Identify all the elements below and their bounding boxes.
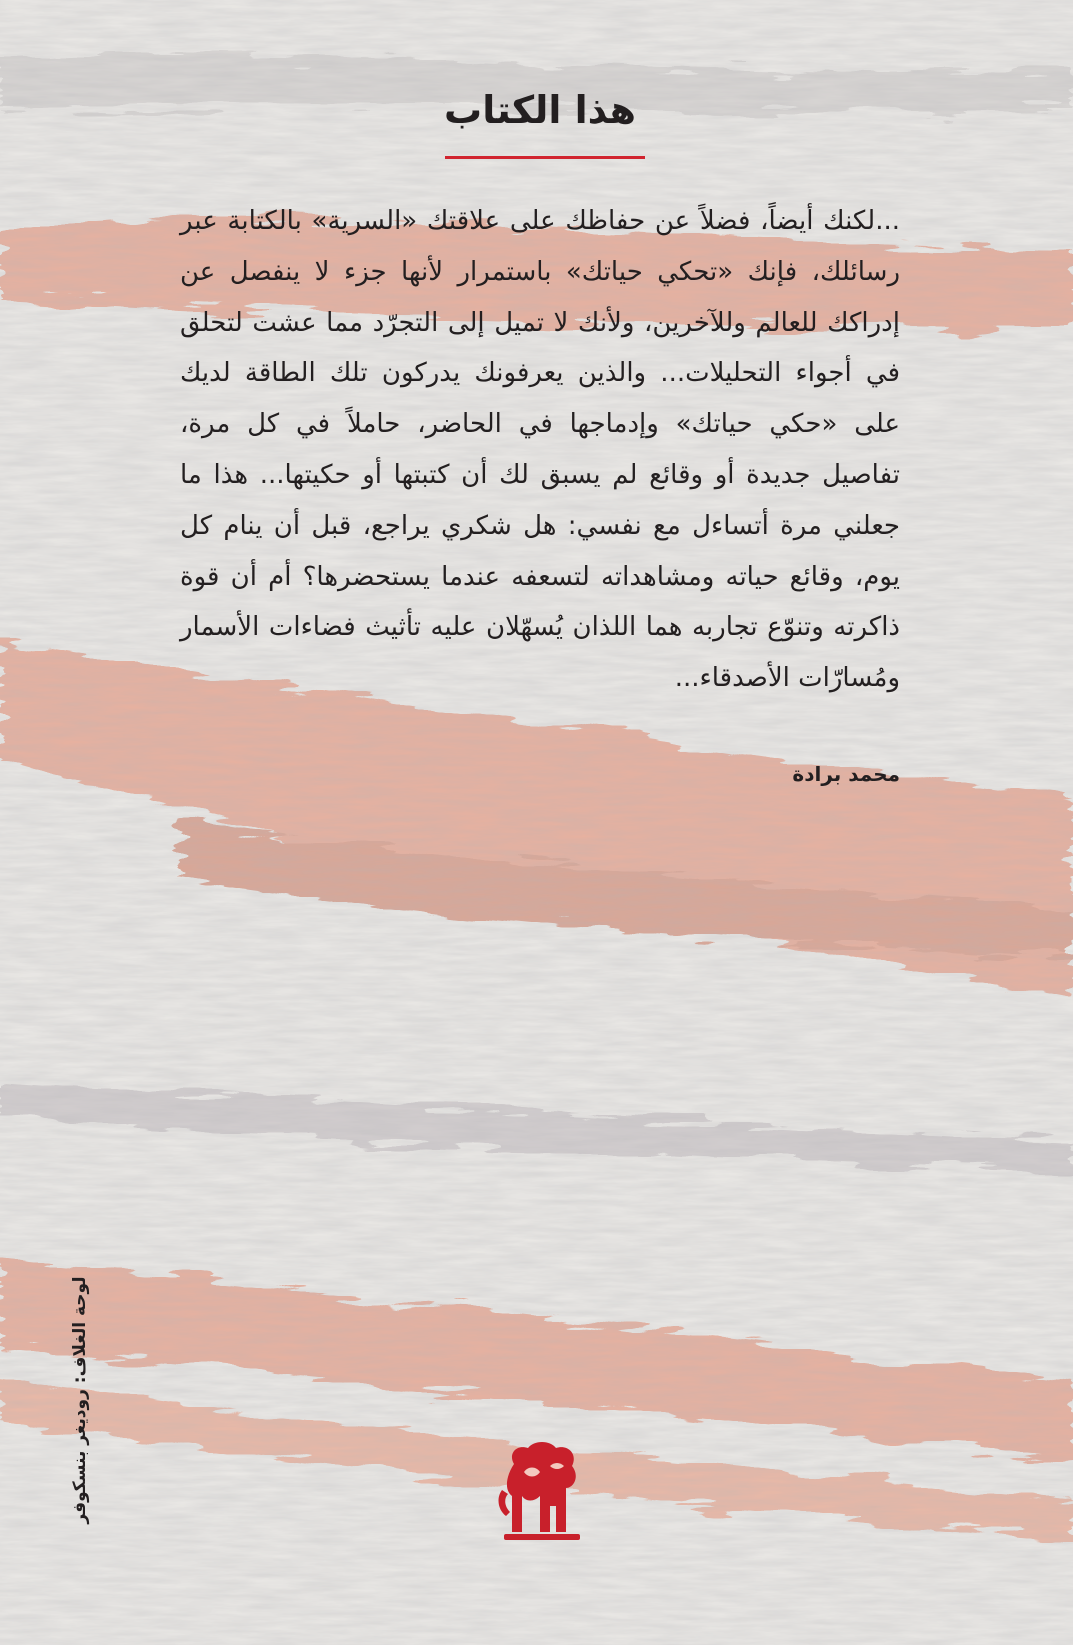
- blurb-author: محمد برادة: [792, 762, 900, 786]
- cover-credit: لوحة الغلاف: روديغر بنسكوفر: [70, 1276, 90, 1524]
- publisher-logo-icon: [494, 1436, 590, 1546]
- title-underline: [445, 156, 645, 159]
- blurb-text: ...لكنك أيضاً، فضلاً عن حفاظك على علاقتك «السرية» بالكتابة عبر رسائلك، فإنك «تحكي حياتك» باستمرار لأنها جزء لا ينفصل عن إدراكك للعالم وللآخرين، ولأنك لا تميل إلى التجرّد مما عشت لتحلق في أجواء التحليلات... والذين يعرفونك يدركون تلك الطاقة لديك على «حكي حياتك» وإدماجها في الحاضر، حاملاً في كل مرة، تفاصيل جديدة أو وقائع لم يسبق لك أن كتبتها أو حكيتها... هذا ما جعلني مرة أتساءل مع نفسي: هل شكري يراجع، قبل أن ينام كل يوم، وقائع حياته ومشاهداته لتسعفه عندما يستحضرها؟ أم أن قوة ذاكرته وتنوّع تجاربه هما اللذان يُسهّلان عليه تأثيث فضاءات الأسمار ومُسارّات الأصدقاء...: [180, 206, 900, 694]
- section-title: هذا الكتاب: [444, 88, 636, 132]
